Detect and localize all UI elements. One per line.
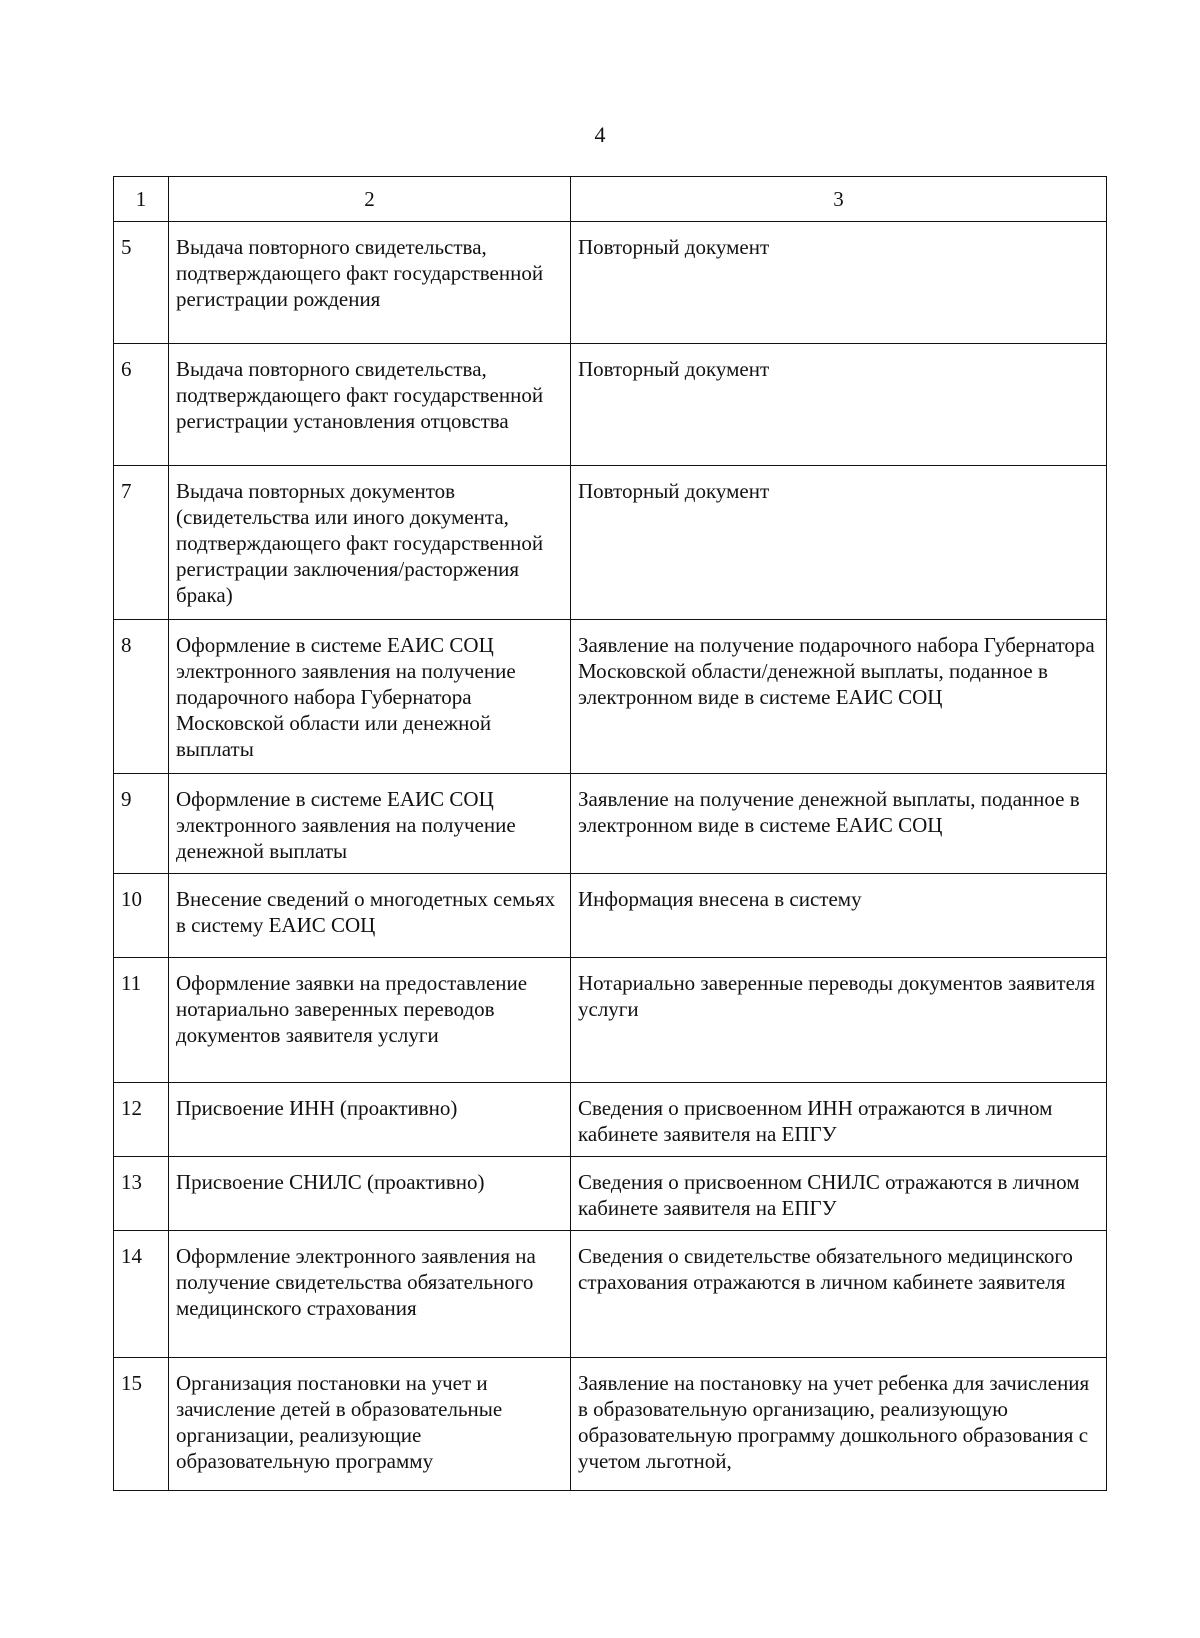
table-row <box>114 1083 1107 1157</box>
row-result: Заявление на получение денежной выплаты, поданное в электронном виде в системе ЕАИС СОЦ <box>571 774 1107 874</box>
row-result: Сведения о свидетельстве обязательного медицинского страхования отражаются в личном кабинете заявителя <box>571 1231 1107 1358</box>
header-cell-result: 3 <box>571 177 1107 222</box>
row-number: 9 <box>114 774 169 874</box>
row-number: 11 <box>114 958 169 1083</box>
table-row <box>114 958 1107 1083</box>
header-cell-service: 2 <box>169 177 571 222</box>
row-service: Выдача повторного свидетельства, подтверждающего факт государственной регистрации рождения <box>169 222 571 344</box>
row-number: 15 <box>114 1358 169 1491</box>
row-service: Оформление электронного заявления на получение свидетельства обязательного медицинского страхования <box>169 1231 571 1358</box>
row-number: 6 <box>114 344 169 466</box>
table-row <box>114 774 1107 874</box>
row-number: 5 <box>114 222 169 344</box>
table-row <box>114 466 1107 620</box>
page-number: 4 <box>594 122 606 147</box>
row-number: 7 <box>114 466 169 620</box>
row-service: Оформление в системе ЕАИС СОЦ электронного заявления на получение денежной выплаты <box>169 774 571 874</box>
row-service: Оформление заявки на предоставление нотариально заверенных переводов документов заявителя услуги <box>169 958 571 1083</box>
row-result: Сведения о присвоенном ИНН отражаются в личном кабинете заявителя на ЕПГУ <box>571 1083 1107 1157</box>
row-number: 10 <box>114 874 169 958</box>
row-service: Присвоение ИНН (проактивно) <box>169 1083 571 1157</box>
header-cell-number: 1 <box>114 177 169 222</box>
table-row <box>114 1231 1107 1358</box>
row-service: Организация постановки на учет и зачисление детей в образовательные организации, реализующие образовательную программу <box>169 1358 571 1491</box>
table-row <box>114 1157 1107 1231</box>
row-number: 12 <box>114 1083 169 1157</box>
services-table <box>113 176 1107 1491</box>
table-row <box>114 222 1107 344</box>
row-result: Повторный документ <box>571 222 1107 344</box>
row-service: Выдача повторного свидетельства, подтверждающего факт государственной регистрации установления отцовства <box>169 344 571 466</box>
table-row <box>114 1358 1107 1491</box>
row-result: Информация внесена в систему <box>571 874 1107 958</box>
row-service: Выдача повторных документов (свидетельства или иного документа, подтверждающего факт государственной регистрации заключения/расторжения брака) <box>169 466 571 620</box>
row-result: Повторный документ <box>571 344 1107 466</box>
row-number: 13 <box>114 1157 169 1231</box>
row-service: Внесение сведений о многодетных семьях в систему ЕАИС СОЦ <box>169 874 571 958</box>
row-number: 8 <box>114 620 169 774</box>
row-service: Присвоение СНИЛС (проактивно) <box>169 1157 571 1231</box>
table-row <box>114 874 1107 958</box>
row-result: Заявление на постановку на учет ребенка для зачисления в образовательную организацию, реализующую образовательную программу дошкольного образования с учетом льготной, <box>571 1358 1107 1491</box>
row-number: 14 <box>114 1231 169 1358</box>
table-row <box>114 344 1107 466</box>
row-service: Оформление в системе ЕАИС СОЦ электронного заявления на получение подарочного набора Губернатора Московской области или денежной выплаты <box>169 620 571 774</box>
row-result: Сведения о присвоенном СНИЛС отражаются в личном кабинете заявителя на ЕПГУ <box>571 1157 1107 1231</box>
row-result: Заявление на получение подарочного набора Губернатора Московской области/денежной выплаты, поданное в электронном виде в системе ЕАИС СОЦ <box>571 620 1107 774</box>
table-row <box>114 620 1107 774</box>
row-result: Нотариально заверенные переводы документов заявителя услуги <box>571 958 1107 1083</box>
table-header-row <box>114 177 1107 222</box>
row-result: Повторный документ <box>571 466 1107 620</box>
